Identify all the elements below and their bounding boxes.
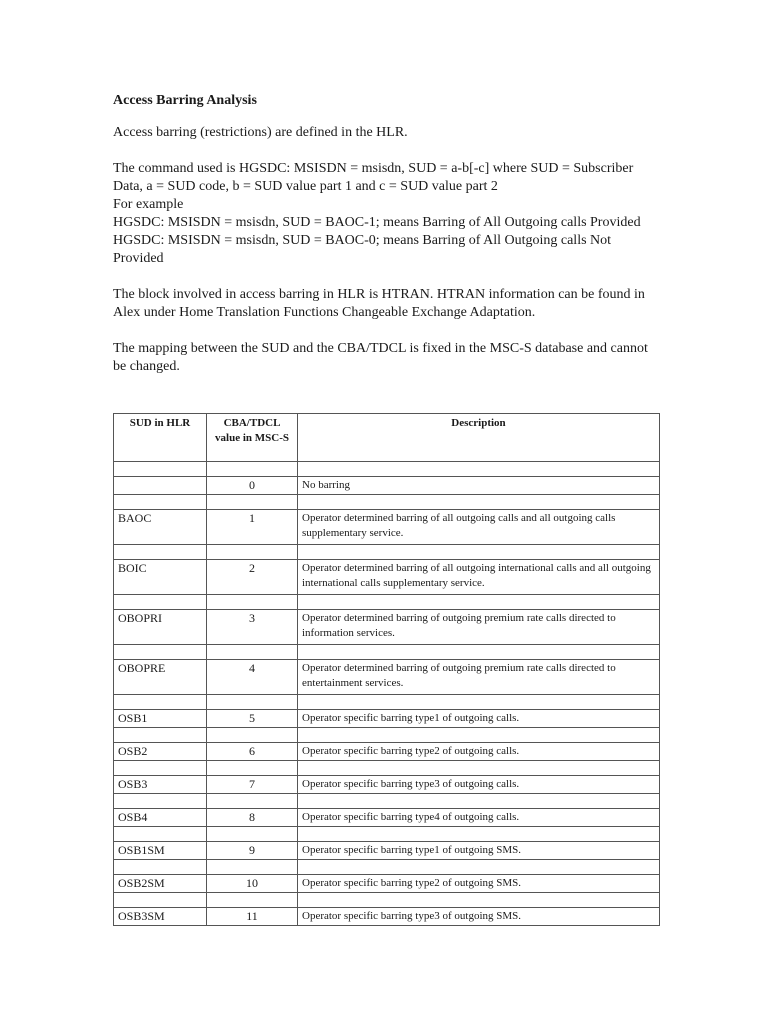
spacer-cell bbox=[207, 761, 298, 776]
spacer-cell bbox=[114, 645, 207, 660]
spacer-cell bbox=[114, 827, 207, 842]
paragraph-htran: The block involved in access barring in HLR is HTRAN. HTRAN information can be found in Alex under Home Translation Functions Changeable Exchange Adaptation. bbox=[113, 287, 645, 320]
description-cell: Operator specific barring type1 of outgoing SMS. bbox=[298, 842, 660, 860]
sud-code-cell: OSB1 bbox=[114, 710, 207, 728]
paragraph-example-2: HGSDC: MSISDN = msisdn, SUD = BAOC-0; means Barring of All Outgoing calls Not Provided bbox=[113, 233, 612, 266]
cba-value-cell: 3 bbox=[207, 610, 298, 645]
cba-value-cell: 10 bbox=[207, 875, 298, 893]
table-spacer-row bbox=[114, 860, 660, 875]
spacer-cell bbox=[298, 860, 660, 875]
table-spacer-row bbox=[114, 545, 660, 560]
paragraph-command: The command used is HGSDC: MSISDN = msisdn, SUD = a-b[-c] where SUD = Subscriber Data, a = SUD code, b = SUD value part 1 and c = SUD value part 2 bbox=[113, 161, 634, 194]
spacer-cell bbox=[298, 695, 660, 710]
cba-value-cell: 6 bbox=[207, 743, 298, 761]
spacer-cell bbox=[298, 827, 660, 842]
sud-code-cell: OSB1SM bbox=[114, 842, 207, 860]
description-cell: Operator specific barring type3 of outgoing calls. bbox=[298, 776, 660, 794]
spacer-cell bbox=[207, 893, 298, 908]
description-cell: Operator specific barring type1 of outgoing calls. bbox=[298, 710, 660, 728]
cba-value-cell: 9 bbox=[207, 842, 298, 860]
spacer-cell bbox=[114, 595, 207, 610]
table-header-row bbox=[114, 414, 660, 462]
description-cell: Operator specific barring type2 of outgoing calls. bbox=[298, 743, 660, 761]
sud-code-cell: OSB4 bbox=[114, 809, 207, 827]
spacer-cell bbox=[114, 761, 207, 776]
cba-value-cell: 0 bbox=[207, 477, 298, 495]
table-spacer-row bbox=[114, 645, 660, 660]
table-row bbox=[114, 809, 660, 827]
table-row bbox=[114, 560, 660, 595]
spacer-cell bbox=[114, 794, 207, 809]
paragraph-intro: Access barring (restrictions) are defined in the HLR. bbox=[113, 125, 408, 140]
table-row bbox=[114, 842, 660, 860]
spacer-cell bbox=[207, 794, 298, 809]
table-row bbox=[114, 743, 660, 761]
description-cell: Operator determined barring of outgoing premium rate calls directed to entertainment services. bbox=[298, 660, 660, 695]
spacer-cell bbox=[298, 595, 660, 610]
spacer-cell bbox=[207, 545, 298, 560]
table-spacer-row bbox=[114, 462, 660, 477]
spacer-cell bbox=[207, 860, 298, 875]
spacer-cell bbox=[114, 695, 207, 710]
spacer-cell bbox=[207, 827, 298, 842]
spacer-cell bbox=[207, 645, 298, 660]
table-row bbox=[114, 875, 660, 893]
table-spacer-row bbox=[114, 794, 660, 809]
spacer-cell bbox=[114, 545, 207, 560]
sud-code-cell: BOIC bbox=[114, 560, 207, 595]
description-cell: Operator specific barring type2 of outgoing SMS. bbox=[298, 875, 660, 893]
table-spacer-row bbox=[114, 827, 660, 842]
table-row bbox=[114, 908, 660, 926]
table-row bbox=[114, 776, 660, 794]
cba-value-cell: 1 bbox=[207, 510, 298, 545]
spacer-cell bbox=[207, 728, 298, 743]
description-cell: Operator specific barring type3 of outgoing SMS. bbox=[298, 908, 660, 926]
table-row bbox=[114, 477, 660, 495]
table-row bbox=[114, 710, 660, 728]
table-row bbox=[114, 660, 660, 695]
spacer-cell bbox=[298, 893, 660, 908]
table-body bbox=[114, 462, 660, 926]
spacer-cell bbox=[207, 495, 298, 510]
table-row bbox=[114, 610, 660, 645]
description-cell: Operator specific barring type4 of outgoing calls. bbox=[298, 809, 660, 827]
cba-value-cell: 5 bbox=[207, 710, 298, 728]
table-spacer-row bbox=[114, 728, 660, 743]
sud-code-cell: OBOPRE bbox=[114, 660, 207, 695]
paragraph-mapping: The mapping between the SUD and the CBA/TDCL is fixed in the MSC-S database and cannot be changed. bbox=[113, 341, 648, 374]
table-spacer-row bbox=[114, 695, 660, 710]
paragraph-example-1: HGSDC: MSISDN = msisdn, SUD = BAOC-1; means Barring of All Outgoing calls Provided bbox=[113, 215, 641, 230]
spacer-cell bbox=[114, 728, 207, 743]
sud-code-cell: OSB3 bbox=[114, 776, 207, 794]
sud-code-cell: OSB2 bbox=[114, 743, 207, 761]
sud-code-cell: OBOPRI bbox=[114, 610, 207, 645]
spacer-cell bbox=[114, 893, 207, 908]
spacer-cell bbox=[114, 860, 207, 875]
cba-value-cell: 2 bbox=[207, 560, 298, 595]
cba-value-cell: 4 bbox=[207, 660, 298, 695]
spacer-cell bbox=[207, 695, 298, 710]
header-description: Description bbox=[298, 414, 660, 462]
cba-value-cell: 7 bbox=[207, 776, 298, 794]
description-cell: Operator determined barring of outgoing premium rate calls directed to information services. bbox=[298, 610, 660, 645]
spacer-cell bbox=[207, 595, 298, 610]
document-title: Access Barring Analysis bbox=[113, 93, 257, 108]
table-spacer-row bbox=[114, 893, 660, 908]
table-spacer-row bbox=[114, 761, 660, 776]
spacer-cell bbox=[298, 761, 660, 776]
table-spacer-row bbox=[114, 595, 660, 610]
sud-code-cell bbox=[114, 477, 207, 495]
spacer-cell bbox=[298, 545, 660, 560]
table-spacer-row bbox=[114, 495, 660, 510]
barring-table bbox=[113, 413, 660, 926]
table-row bbox=[114, 510, 660, 545]
cba-value-cell: 8 bbox=[207, 809, 298, 827]
description-cell: No barring bbox=[298, 477, 660, 495]
sud-code-cell: OSB2SM bbox=[114, 875, 207, 893]
description-cell: Operator determined barring of all outgoing international calls and all outgoing international calls supplementary service. bbox=[298, 560, 660, 595]
description-cell: Operator determined barring of all outgoing calls and all outgoing calls supplementary service. bbox=[298, 510, 660, 545]
spacer-cell bbox=[298, 728, 660, 743]
spacer-cell bbox=[114, 495, 207, 510]
document-body bbox=[113, 92, 658, 376]
spacer-cell bbox=[298, 495, 660, 510]
header-sud: SUD in HLR bbox=[114, 414, 207, 462]
sud-code-cell: OSB3SM bbox=[114, 908, 207, 926]
header-cba-tdcl: CBA/TDCL value in MSC-S bbox=[207, 414, 298, 462]
paragraph-for-example: For example bbox=[113, 197, 184, 212]
spacer-cell bbox=[298, 462, 660, 477]
sud-code-cell: BAOC bbox=[114, 510, 207, 545]
spacer-cell bbox=[207, 462, 298, 477]
spacer-cell bbox=[298, 645, 660, 660]
spacer-cell bbox=[114, 462, 207, 477]
spacer-cell bbox=[298, 794, 660, 809]
cba-value-cell: 11 bbox=[207, 908, 298, 926]
